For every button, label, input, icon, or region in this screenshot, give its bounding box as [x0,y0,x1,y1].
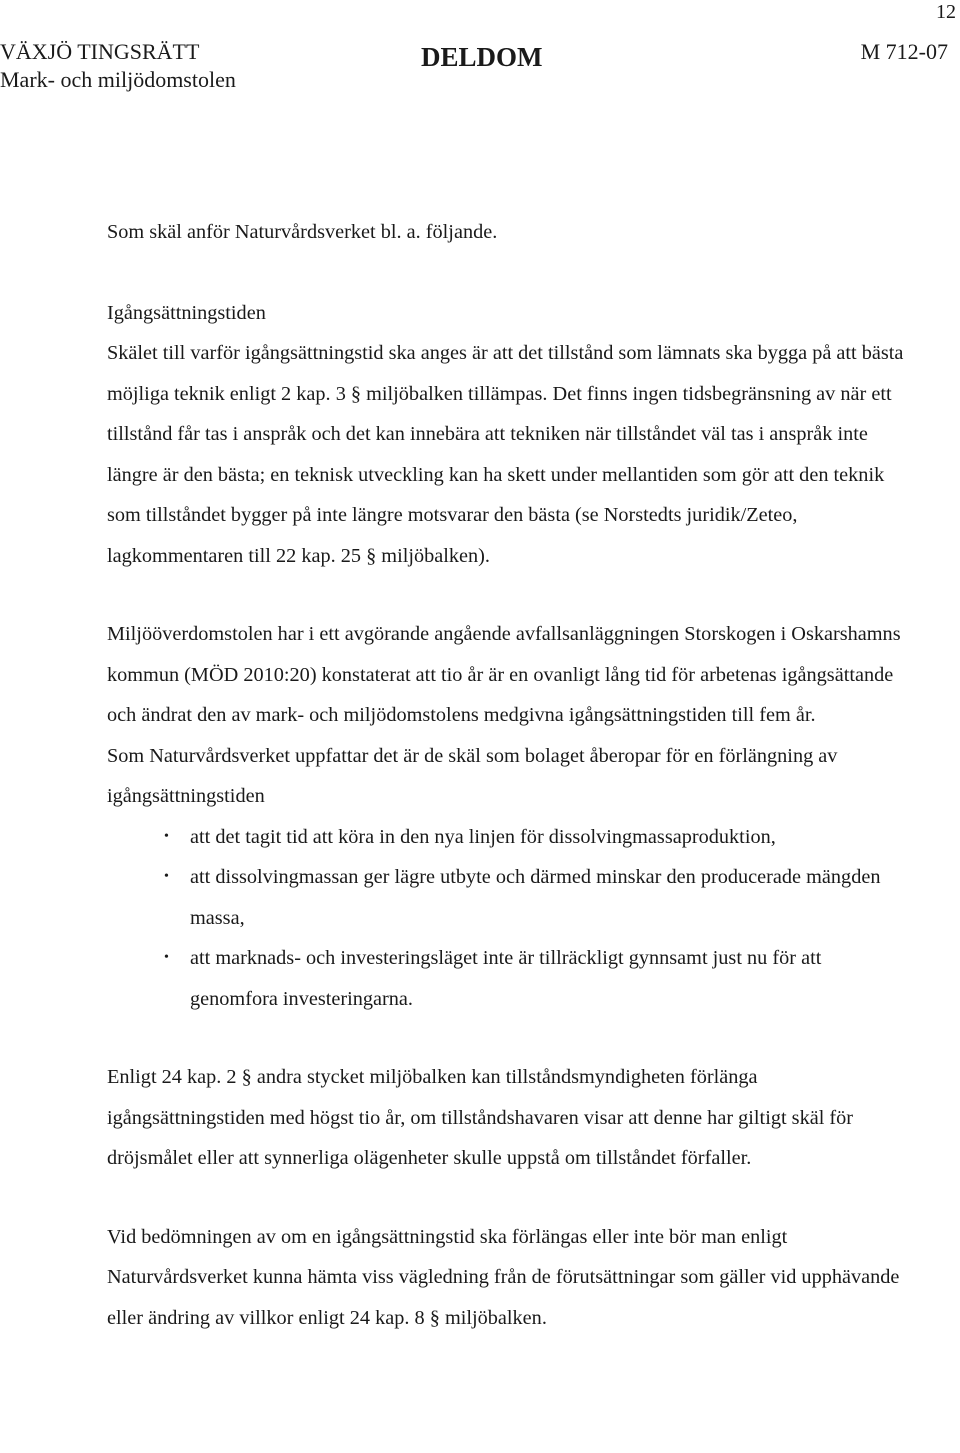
list-item-text: att det tagit tid att köra in den nya linjen för dissolvingmassaproduktion, [190,825,776,848]
court-name: VÄXJÖ TINGSRÄTT [0,39,200,64]
list-item [107,817,907,858]
paragraph-company-reasons: Som Naturvårdsverket uppfattar det är de skäl som bolaget åberopar för en förlängning av igångsättningstiden [107,744,838,807]
document-type: DELDOM [421,42,543,72]
list-item-text: att marknads- och investeringsläget inte är tillräckligt gynnsamt just nu för att genomfora investeringarna. [190,947,822,1010]
page-number: 12 [936,1,956,23]
case-number: M 712-07 [860,39,948,64]
paragraph-court-decision: Miljööverdomstolen har i ett avgörande angående avfallsanläggningen Storskogen i Oskarshamns kommun (MÖD 2010:20) konstaterat att tio år är en ovanligt lång tid för arbetenas igångsättande och ändrat den av mark- och miljödomstolens medgivna igångsättningstiden till fem år. [107,623,901,726]
intro-paragraph: Som skäl anför Naturvårdsverket bl. a. följande. [107,221,498,243]
bullet-icon: • [164,869,169,884]
list-item [107,857,907,938]
list-item [107,938,907,1019]
court-division: Mark- och miljödomstolen [0,67,236,92]
section-heading: Igångsättningstiden [107,301,266,324]
paragraph-legal-basis: Enligt 24 kap. 2 § andra stycket miljöbalken kan tillståndsmyndigheten förlänga igångsättningstiden med högst tio år, om tillståndshavaren visar att denne har giltigt skäl för dröjsmålet eller att synnerliga olägenheter skulle uppstå om tillståndet förfaller. [107,1066,854,1169]
bullet-icon: • [164,828,169,844]
paragraph-assessment: Vid bedömningen av om en igångsättningstid ska förlängas eller inte bör man enligt Naturvårdsverket kunna hämta viss vägledning från de förutsättningar som gäller vid upphävande eller ändring av villkor enligt 24 kap. 8 § miljöbalken. [107,1225,900,1329]
bullet-icon: • [164,950,169,965]
document-body [107,212,907,1338]
reasons-list [107,817,907,1020]
list-item-text: att dissolvingmassan ger lägre utbyte och därmed minskar den producerade mängden massa, [190,866,881,929]
document-header [0,38,960,100]
paragraph-reason: Skälet till varför igångsättningstid ska anges är att det tillstånd som lämnats ska bygga på att bästa möjliga teknik enligt 2 kap. 3 § miljöbalken tillämpas. Det finns ingen tidsbegränsning av när ett tillstånd får tas i anspråk och det kan innebära att tekniken när tillståndet väl tas i anspråk inte längre är den bästa; en teknisk utveckling kan ha skett under mellantiden som gör att den teknik som tillståndet bygger på inte längre motsvarar den bästa (se Norstedts juridik/Zeteo, lagkommentaren till 22 kap. 25 § miljöbalken). [107,342,904,567]
